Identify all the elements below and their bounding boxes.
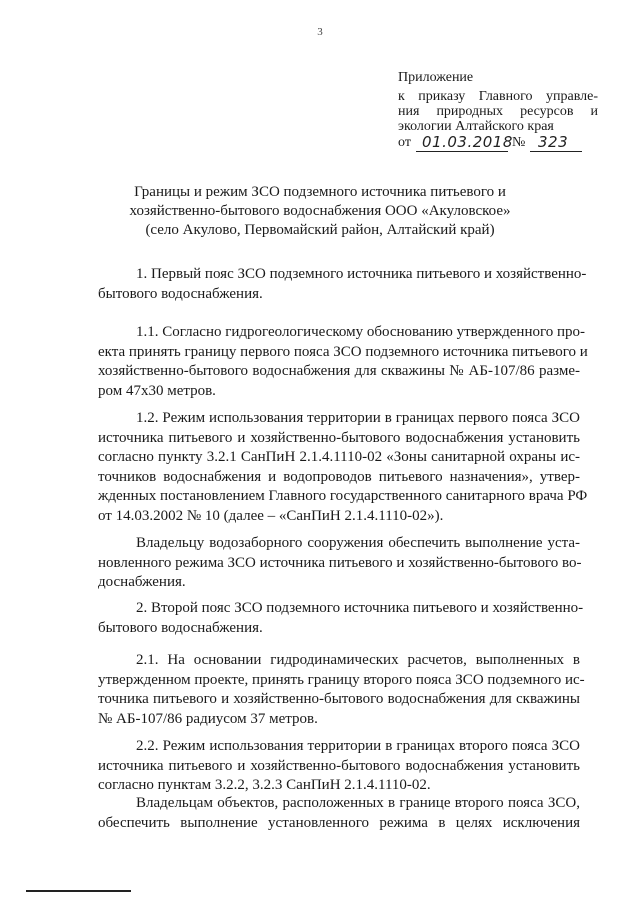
- paragraph-line: обеспечить выполнение установленного режима в целях исключения: [98, 814, 580, 831]
- paragraph: [98, 409, 588, 526]
- paragraph: [98, 323, 588, 401]
- paragraph-line: хозяйственно-бытового водоснабжения для скважины № АБ-107/86 разме-: [98, 363, 580, 379]
- appendix-title: Приложение: [398, 70, 474, 85]
- paragraph-line: источника питьевого и хозяйственно-бытового водоснабжения установить: [98, 429, 580, 446]
- paragraph-line: точников водоснабжения и водопроводов питьевого назначения», утвер-: [98, 468, 580, 485]
- paragraph-line: доснабжения.: [98, 574, 186, 590]
- paragraph: [98, 651, 585, 729]
- paragraph-line: источника питьевого и хозяйственно-бытового водоснабжения установить: [98, 757, 580, 774]
- date-underline: [416, 151, 508, 152]
- paragraph-line: № АБ-107/86 радиусом 37 метров.: [98, 710, 318, 727]
- appendix-block: [398, 70, 598, 134]
- appendix-line: экологии Алтайского края: [398, 119, 554, 134]
- paragraph-line: 2. Второй пояс ЗСО подземного источника питьевого и хозяйственно-: [136, 600, 584, 616]
- paragraph-line: жденных постановлением Главного государственного санитарного врача РФ: [98, 488, 588, 504]
- paragraph-line: 1.2. Режим использования территории в границах первого пояса ЗСО: [136, 410, 580, 426]
- footer-rule: [26, 890, 131, 892]
- paragraph-line: 1. Первый пояс ЗСО подземного источника питьевого и хозяйственно-: [136, 266, 587, 282]
- paragraph-line: согласно пунктам 3.2.2, 3.2.3 СанПиН 2.1.4.1110-02.: [98, 777, 431, 793]
- paragraph: [98, 737, 580, 796]
- paragraph-line: согласно пункту 3.2.1 СанПиН 2.1.4.1110-02 «Зоны санитарной охраны ис-: [98, 449, 580, 465]
- paragraph-line: утвержденном проекте, принять границу второго пояса ЗСО подземного ис-: [98, 671, 585, 688]
- page-number: 3: [317, 26, 323, 38]
- paragraph-line: екта принять границу первого пояса ЗСО подземного источника питьевого и: [98, 343, 588, 360]
- heading-line: Границы и режим ЗСО подземного источника питьевого и: [134, 184, 506, 200]
- paragraph-line: Владельцу водозаборного сооружения обеспечить выполнение уста-: [136, 535, 580, 551]
- handwritten-date: 01.03.2018: [422, 133, 513, 151]
- number-prefix: №: [512, 135, 526, 150]
- heading-line: (село Акулово, Первомайский район, Алтайский край): [145, 222, 495, 238]
- document-heading: [120, 183, 520, 240]
- handwritten-number: 323: [538, 133, 569, 151]
- heading-line: хозяйственно-бытового водоснабжения ООО «Акуловское»: [129, 203, 511, 219]
- paragraph-line: бытового водоснабжения.: [98, 285, 263, 302]
- paragraph-line: от 14.03.2002 № 10 (далее – «СанПиН 2.1.4.1110-02»).: [98, 507, 444, 524]
- paragraph: [98, 534, 580, 593]
- order-date-number: [398, 135, 598, 155]
- paragraph-line: Владельцам объектов, расположенных в границе второго пояса ЗСО,: [136, 795, 580, 811]
- paragraph-line: бытового водоснабжения.: [98, 619, 263, 636]
- paragraph: [98, 265, 587, 304]
- paragraph-line: новленного режима ЗСО источника питьевого и хозяйственно-бытового во-: [98, 554, 582, 571]
- paragraph-line: 2.2. Режим использования территории в границах второго пояса ЗСО: [136, 738, 580, 754]
- paragraph-line: 2.1. На основании гидродинамических расчетов, выполненных в: [136, 652, 580, 668]
- paragraph-line: ром 47х30 метров.: [98, 382, 216, 399]
- paragraph: [98, 599, 584, 638]
- number-underline: [530, 151, 582, 152]
- appendix-line: ния природных ресурсов и: [398, 104, 598, 119]
- paragraph-line: 1.1. Согласно гидрогеологическому обоснованию утвержденного про-: [136, 324, 586, 340]
- paragraph-line: точника питьевого и хозяйственно-бытового водоснабжения для скважины: [98, 691, 580, 707]
- date-prefix: от: [398, 135, 411, 150]
- appendix-line: к приказу Главного управле-: [398, 89, 598, 104]
- paragraph: [98, 794, 580, 833]
